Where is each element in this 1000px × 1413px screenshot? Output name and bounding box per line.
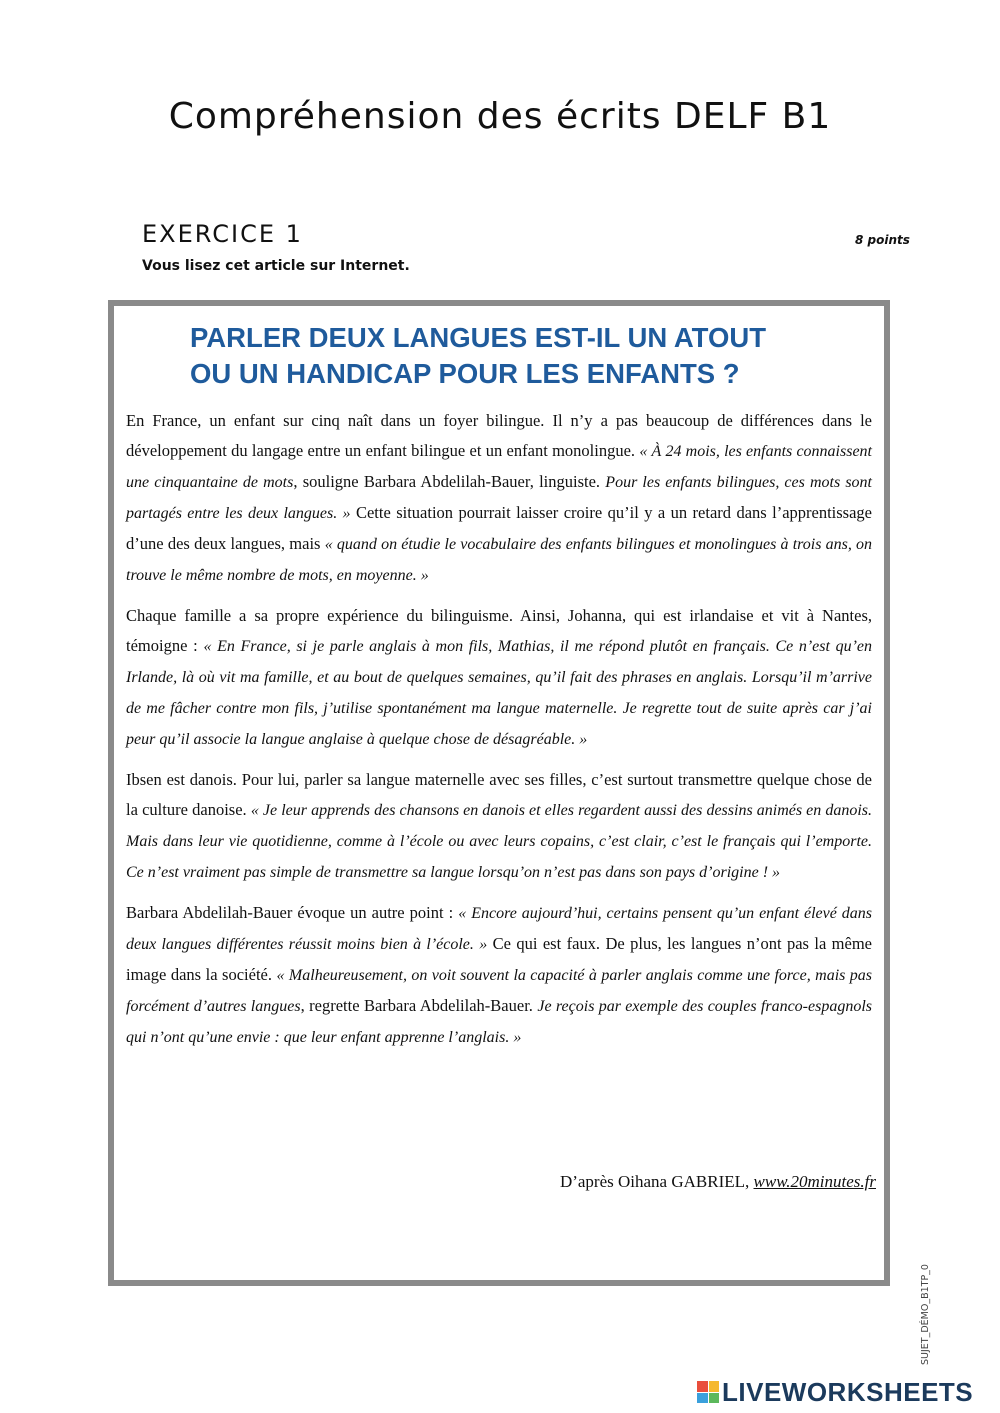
brand-name: LIVEWORKSHEETS: [722, 1376, 974, 1407]
exercise-points: 8 points: [855, 233, 910, 247]
source-link[interactable]: www.20minutes.fr: [753, 1172, 876, 1191]
exercise-title: EXERCICE 1: [142, 220, 303, 248]
article-body: [126, 406, 872, 1063]
paragraph-1: En France, un enfant sur cinq naît dans un foyer bilingue. Il n’y a pas beaucoup de différences dans le développement du langage entre un enfant bilingue et un enfant monolingue. « À 24 mois, les enfants connaissent une cinquantaine de mots, souligne Barbara Abdelilah-Bauer, linguiste. Pour les enfants bilingues, ces mots sont partagés entre les deux langues. » Cette situation pourrait laisser croire qu’il y a un retard dans l’apprentissage d’une des deux langues, mais « quand on étudie le vocabulaire des enfants bilingues et monolingues à trois ans, on trouve le même nombre de mots, en moyenne. »: [126, 411, 873, 584]
article-frame: [108, 300, 890, 1286]
headline-line-2: OU UN HANDICAP POUR LES ENFANTS ?: [190, 358, 740, 389]
article-credit: D’après Oihana GABRIEL, www.20minutes.fr: [559, 1172, 876, 1191]
exercise-instructions: Vous lisez cet article sur Internet.: [142, 258, 410, 274]
document-code: SUJET_DÉMO_B1TP_0: [920, 1264, 931, 1365]
logo-grid-icon: [697, 1381, 719, 1403]
page-title: Compréhension des écrits DELF B1: [168, 96, 832, 137]
paragraph-3: Ibsen est danois. Pour lui, parler sa langue maternelle avec ses filles, c’est surtout transmettre quelque chose de la culture danoise. « Je leur apprends des chansons en danois et elles regardent aussi des dessins animés en danois. Mais dans leur vie quotidienne, comme à l’école ou avec leurs copains, c’est clair, c’est le français qui l’emporte. Ce n’est vraiment pas simple de transmettre sa langue lorsqu’on n’est pas dans son pays d’origine ! »: [126, 770, 872, 881]
paragraph-4: Barbara Abdelilah-Bauer évoque un autre point : « Encore aujourd’hui, certains pensent qu’un enfant élevé dans deux langues différentes réussit moins bien à l’école. » Ce qui est faux. De plus, les langues n’ont pas la même image dans la société. « Malheureusement, on voit souvent la capacité à parler anglais comme une force, mais pas forcément d’autres langues, regrette Barbara Abdelilah-Bauer. Je reçois par exemple des couples franco-espagnols qui n’ont qu’une envie : que leur enfant apprenne l’anglais. »: [126, 903, 873, 1046]
paragraph-2: Chaque famille a sa propre expérience du bilinguisme. Ainsi, Johanna, qui est irlandaise et vit à Nantes, témoigne : « En France, si je parle anglais à mon fils, Mathias, il me répond plutôt en français. Ce n’est qu’en Irlande, là où vit ma famille, et au bout de quelques semaines, qu’il fait des phrases en anglais. Lorsqu’il m’arrive de me fâcher contre mon fils, j’utilise spontanément ma langue maternelle. Je regrette tout de suite après car j’ai peur qu’il associe la langue anglaise à quelque chose de désagréable. »: [126, 606, 872, 748]
article-headline: [190, 320, 880, 392]
headline-line-1: PARLER DEUX LANGUES EST-IL UN ATOUT: [190, 322, 767, 353]
liveworksheets-logo[interactable]: [697, 1378, 973, 1406]
